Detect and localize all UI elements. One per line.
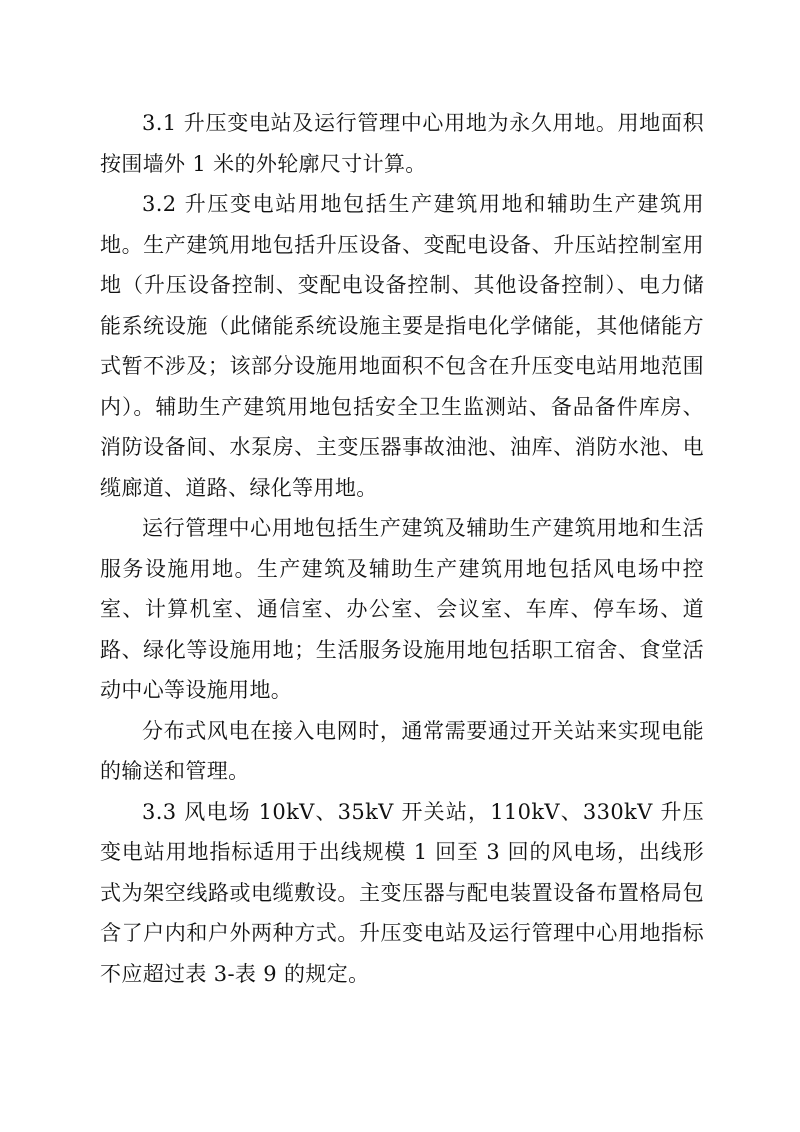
document-body xyxy=(100,103,704,994)
paragraph-operation-center: 运行管理中心用地包括生产建筑及辅助生产建筑用地和生活服务设施用地。生产建筑及辅助生产建筑用地包括风电场中控室、计算机室、通信室、办公室、会议室、车库、停车场、道路、绿化等设施用地；生活服务设施用地包括职工宿舍、食堂活动中心等设施用地。 xyxy=(100,516,704,702)
paragraph-distributed-wind: 分布式风电在接入电网时，通常需要通过开关站来实现电能的输送和管理。 xyxy=(100,718,704,783)
paragraph-3-3: 3.3 风电场 10kV、35kV 开关站，110kV、330kV 升压变电站用地指标适用于出线规模 1 回至 3 回的风电场，出线形式为架空线路或电缆敷设。主变压器与配电装置设备布置格局包含了户内和户外两种方式。升压变电站及运行管理中心用地指标不应超过表 3-表 9 的规定。 xyxy=(100,799,704,986)
paragraph-3-2: 3.2 升压变电站用地包括生产建筑用地和辅助生产建筑用地。生产建筑用地包括升压设备、变配电设备、升压站控制室用地（升压设备控制、变配电设备控制、其他设备控制）、电力储能系统设施（此储能系统设施主要是指电化学储能，其他储能方式暂不涉及；该部分设施用地面积不包含在升压变电站用地范围内）。辅助生产建筑用地包括安全卫生监测站、备品备件库房、消防设备间、水泵房、主变压器事故油池、油库、消防水池、电缆廊道、道路、绿化等用地。 xyxy=(100,192,704,500)
paragraph-3-1: 3.1 升压变电站及运行管理中心用地为永久用地。用地面积按围墙外 1 米的外轮廓尺寸计算。 xyxy=(100,111,704,176)
